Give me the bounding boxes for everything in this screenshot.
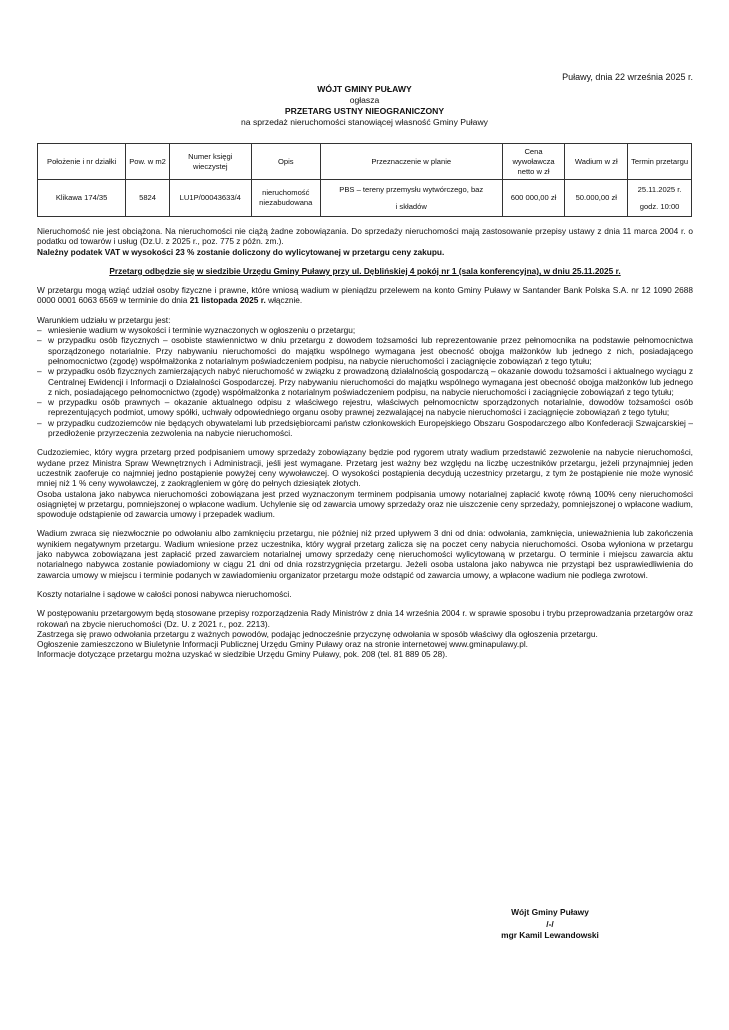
- paragraph-foreigners: Cudzoziemiec, który wygra przetarg przed podpisaniem umowy sprzedaży zobowiązany będzie pod rygorem utraty wadium przedstawić zezwolenie na nabycie nieruchomości, wydane przez Ministra Spraw Wewnętrznych i Administracji, jeśli jest wymagane. Przetarg jest ważny bez względu na liczbę uczestników przetargu, jeżeli przynajmniej jeden uczestnik zaoferuje co najmniej jedno postąpienie powyżej ceny wywoławczej. O wysokości postąpienia decydują uczestnicy przetargu, z tym że postąpienie nie może wynosić mniej niż 1 % ceny wywoławczej, z zaokrągleniem w górę do pełnych dziesiątek złotych.: [37, 447, 693, 489]
- paragraph-regulations: W postępowaniu przetargowym będą stosowane przepisy rozporządzenia Rady Ministrów z dnia 14 września 2004 r. w sprawie sposobu i trybu przeprowadzania przetargów oraz rokowań na zbycie nieruchomości (Dz. U. z 2021 r., poz. 2213).: [37, 608, 693, 629]
- announcement-body: [37, 226, 693, 660]
- paragraph-costs: Koszty notarialne i sądowe w całości ponosi nabywca nieruchomości.: [37, 588, 292, 599]
- announces: ogłasza: [349, 95, 380, 105]
- list-item: – w przypadku osób prawnych – okazanie aktualnego odpisu z właściwego rejestru, właściwych pełnomocnictw sporządzonych notarialnie, dowodów tożsamości osób reprezentujących podmiot, umowy spółki, uchwały odpowiedniego organu osoby prawnej zezwalającej na nabycie nieruchomości i zaciągnięcie zobowiązań z tego tytułu;: [37, 397, 693, 418]
- auction-location-notice: Przetarg odbędzie się w siedzibie Urzędu Gminy Puławy przy ul. Dęblińskiej 4 pokój nr 1 (sala konferencyjna), w dniu 25.11.2025 r.: [109, 265, 621, 276]
- document-subtitle: na sprzedaż nieruchomości stanowiącej własność Gminy Puławy: [241, 117, 488, 127]
- deposit-deadline: 21 listopada 2025 r.: [189, 295, 266, 306]
- cell-area: 5824: [126, 180, 170, 217]
- authority: WÓJT GMINY PUŁAWY: [317, 84, 412, 94]
- conditions-intro: Warunkiem udziału w przetargu jest:: [37, 314, 171, 325]
- cell-date: [628, 180, 692, 217]
- paragraph-cancellation: Zastrzega się prawo odwołania przetargu z ważnych powodów, podając jednocześnie przyczynę odwołania w sposób właściwy dla ogłoszenia przetargu.: [37, 628, 598, 639]
- signatory-name: mgr Kamil Lewandowski: [501, 930, 599, 940]
- paragraph-information: Informacje dotyczące przetargu można uzyskać w siedzibie Urzędu Gminy Puławy, pok. 208 (tel. 81 889 05 28).: [37, 649, 448, 660]
- auction-date: 25.11.2025 r.: [637, 184, 682, 194]
- property-table: [37, 143, 692, 217]
- cell-land-register: LU1P/00043633/4: [169, 180, 251, 217]
- purpose-line-2: i składów: [395, 201, 427, 211]
- list-item: – w przypadku osób fizycznych zamierzających nabyć nieruchomość w związku z prowadzoną działalnością gospodarczą – okazanie dowodu tożsamości i aktualnego wyciągu z Centralnej Ewidencji i Informacji o Działalności Gospodarczej. Przy nabywaniu nieruchomości do majątku wspólnego wymagana jest obecność obojga małżonków lub jednego z nich, posiadającego pełnomocnictwo (zgodę) współmałżonka z notarialnym poświadczeniem podpisu, na nabycie nieruchomości i zaciągnięcie zobowiązań z tego tytułu;: [37, 366, 693, 397]
- paragraph-participation: [37, 285, 693, 306]
- col-area: Pow. w m2: [126, 144, 170, 180]
- cell-purpose: [320, 180, 502, 217]
- col-purpose: Przeznaczenie w planie: [320, 144, 502, 180]
- paragraph-payment: Osoba ustalona jako nabywca nieruchomości zobowiązana jest przed wyznaczonym terminem podpisania umowy notarialnej zapłacić kwotę równą 100% ceny nieruchomości osiągniętej w przetargu, pomniejszonej o wpłacone wadium. Uchylenie się od zawarcia umowy sprzedaży oraz nie uiszczenie ceny sprzedaży, pomniejszonej o wpłacone wadium, spowoduje odstąpienie od zawarcia umowy i przepadek wadium.: [37, 488, 693, 520]
- paragraph-publication: Ogłoszenie zamieszczono w Biuletynie Informacji Publicznej Urzędu Gminy Puławy oraz na stronie internetowej www.gminapulawy.pl.: [37, 639, 528, 650]
- col-deposit: Wadium w zł: [565, 144, 628, 180]
- conditions-list: [37, 325, 693, 438]
- cell-description: nieruchomość niezabudowana: [251, 180, 320, 217]
- dateline: Puławy, dnia 22 września 2025 r.: [562, 72, 693, 82]
- paragraph-deposit-return: Wadium zwraca się niezwłocznie po odwołaniu albo zamknięciu przetargu, nie później niż przed upływem 3 dni od dnia: odwołania, zamknięcia, unieważnienia lub zakończenia wynikiem negatywnym przetargu. Wadium wniesione przez uczestnika, który wygrał przetarg zalicza się na poczet ceny nabycia nieruchomości. Osoba wyłoniona w przetargu jako nabywca zobowiązana jest zapłacić przed zawarciem notarialnej umowy sprzedaży cenę nieruchomości wylicytowaną w przetargu. O terminie i miejscu zawarcia aktu notarialnego nabywca zostanie powiadomiony w ciągu 21 dni od dnia rozstrzygnięcia przetargu. Jeżeli osoba ustalona jako nabywca nie przystąpi bez usprawiedliwienia do zawarcia umowy w miejscu i terminie podanych w zawiadomieniu organizator przetargu może odstąpić od zawarcia umowy, a wpłacone wadium nie podlega zwrotowi.: [37, 528, 693, 580]
- cell-deposit: 50.000,00 zł: [565, 180, 628, 217]
- col-date: Termin przetargu: [628, 144, 692, 180]
- col-description: Opis: [251, 144, 320, 180]
- paragraph-encumbrance: Nieruchomość nie jest obciążona. Na nieruchomości nie ciążą żadne zobowiązania. Do sprzedaży nieruchomości mają zastosowanie przepisy ustawy z dnia 11 marca 2004 r. o podatku od towarów i usług (Dz.U. z 2025 r., poz. 775 z późn. zm.).: [37, 226, 693, 247]
- list-item: – w przypadku cudzoziemców nie będących obywatelami lub przedsiębiorcami państw członkowskich Europejskiego Obszaru Gospodarczego albo Konfederacji Szwajcarskiej – przedłożenie przyrzeczenia zezwolenia na nabycie nieruchomości.: [37, 417, 693, 439]
- participation-tail: włącznie.: [265, 295, 303, 306]
- auction-time: godz. 10:00: [639, 201, 680, 211]
- signature-mark: /-/: [546, 918, 554, 929]
- participation-text: W przetargu mogą wziąć udział osoby fizyczne i prawne, które wniosą wadium w pieniądzu przelewem na konto Gminy Puławy w Santander Bank Polska S.A. nr 12 1090 2688 0000 0001 6063 6569 w terminie do dnia: [37, 285, 693, 306]
- table-row: [38, 180, 692, 217]
- signature-block: [480, 907, 620, 942]
- col-price: Cena wywoławcza netto w zł: [502, 144, 565, 180]
- header: [0, 84, 729, 128]
- table-header-row: [38, 144, 692, 180]
- cell-price: 600 000,00 zł: [502, 180, 565, 217]
- col-location: Położenie i nr działki: [38, 144, 126, 180]
- list-item: – wniesienie wadium w wysokości i terminie wyznaczonych w ogłoszeniu o przetargu;: [37, 325, 356, 336]
- cell-location: Klikawa 174/35: [38, 180, 126, 217]
- signatory-title: Wójt Gminy Puławy: [511, 907, 589, 917]
- purpose-line-1: PBS – tereny przemysłu wytwórczego, baz: [339, 184, 484, 194]
- list-item: – w przypadku osób fizycznych – osobiste stawiennictwo w dniu przetargu z dowodem tożsamości lub reprezentowanie przez pełnomocnika na podstawie pełnomocnictwa sporządzonego notarialnie. Przy nabywaniu nieruchomości do majątku wspólnego wymagana jest obecność obojga małżonków lub jednego z nich, posiadającego pełnomocnictwo (zgodę) współmałżonka z notarialnym poświadczeniem podpisu, na nabycie nieruchomości i zaciągnięcie zobowiązań z tego tytułu;: [37, 335, 693, 366]
- col-land-register: Numer księgi wieczystej: [169, 144, 251, 180]
- paragraph-vat: Należny podatek VAT w wysokości 23 % zostanie doliczony do wylicytowanej w przetargu ceny zakupu.: [37, 246, 445, 257]
- document-title: PRZETARG USTNY NIEOGRANICZONY: [284, 106, 445, 116]
